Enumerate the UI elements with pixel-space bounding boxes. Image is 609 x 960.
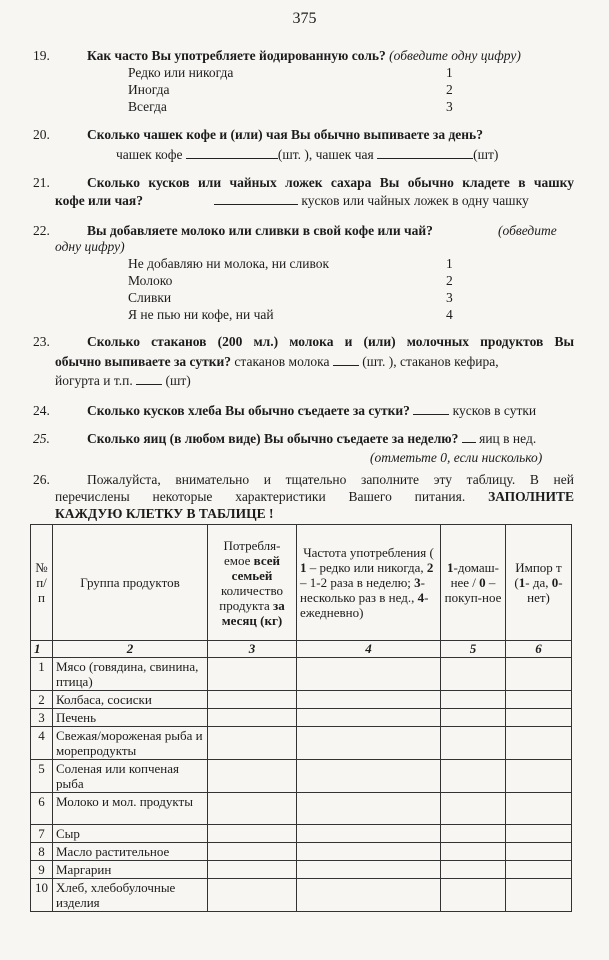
column-number: 4	[297, 641, 441, 658]
q19-hint: (обведите одну цифру)	[389, 48, 521, 63]
q21-text-line1: Сколько кусков или чайных ложек сахара Вы обычно кладете в чашку	[87, 175, 574, 190]
q22-option-label: Я не пью ни кофе, ни чай	[128, 307, 274, 322]
header-amount	[208, 525, 297, 641]
table-row	[31, 658, 572, 691]
import-cell[interactable]	[506, 861, 572, 879]
frequency-cell[interactable]	[297, 879, 441, 912]
header-group: Группа продуктов	[53, 525, 208, 641]
q23-kefir-blank[interactable]	[136, 372, 162, 385]
frequency-cell[interactable]	[297, 760, 441, 793]
q25-text: Сколько яиц (в любом виде) Вы обычно съедаете за неделю?	[87, 431, 459, 446]
q26-line1: Пожалуйста, внимательно и тщательно заполните эту таблицу. В ней	[87, 472, 574, 487]
header-frequency-part: Частота употребления (	[303, 545, 434, 560]
header-homemade	[441, 525, 506, 641]
amount-cell[interactable]	[208, 879, 297, 912]
row-number: 3	[31, 709, 53, 727]
header-frequency-bold: 2	[426, 560, 434, 575]
header-frequency-bold: 1	[300, 560, 307, 575]
table-header-row	[31, 525, 572, 641]
row-product-group: Колбаса, сосиски	[53, 691, 208, 709]
frequency-cell[interactable]	[297, 793, 441, 825]
frequency-cell[interactable]	[297, 825, 441, 843]
table-row	[31, 825, 572, 843]
import-cell[interactable]	[506, 825, 572, 843]
q21-text-line2: кофе или чая?	[55, 193, 143, 208]
q24-number: 24.	[33, 403, 50, 418]
import-cell[interactable]	[506, 793, 572, 825]
q23-milk-unit: (шт. ), стаканов кефира,	[362, 354, 499, 369]
homemade-cell[interactable]	[441, 793, 506, 825]
header-frequency-bold: 4	[417, 590, 425, 605]
q19-question	[87, 47, 521, 64]
q25-answer-label: яиц в нед.	[479, 431, 537, 446]
q20-number: 20.	[33, 127, 50, 142]
homemade-cell[interactable]	[441, 709, 506, 727]
header-frequency-title	[300, 545, 437, 560]
row-product-group: Мясо (говядина, свинина, птица)	[53, 658, 208, 691]
q19-option-code[interactable]: 1	[446, 65, 453, 80]
row-number: 7	[31, 825, 53, 843]
q20-text: Сколько чашек кофе и (или) чая Вы обычно выпиваете за день?	[87, 127, 483, 142]
header-amount-part: Потребля-емое	[223, 537, 281, 568]
header-number: № п/п	[31, 525, 53, 641]
q25-note: (отметьте 0, если нисколько)	[370, 450, 543, 465]
header-homemade-bold: 0	[479, 575, 486, 590]
header-import-part: - да,	[525, 575, 552, 590]
header-import-bold: 1	[518, 575, 526, 590]
header-amount-bold: всей семьей	[231, 552, 281, 583]
column-number: 2	[53, 641, 208, 658]
table-row	[31, 760, 572, 793]
page-number: 375	[292, 10, 317, 27]
homemade-cell[interactable]	[441, 879, 506, 912]
q22-option-label: Не добавляю ни молока, ни сливок	[128, 256, 330, 271]
row-product-group: Масло растительное	[53, 843, 208, 861]
q26-line3: КАЖДУЮ КЛЕТКУ В ТАБЛИЦЕ !	[55, 506, 274, 521]
header-homemade-bold: 1	[447, 560, 454, 575]
q22-number: 22.	[33, 223, 50, 238]
frequency-cell[interactable]	[297, 709, 441, 727]
import-cell[interactable]	[506, 709, 572, 727]
header-amount-part: количество продукта	[219, 582, 284, 613]
header-frequency	[297, 525, 441, 641]
row-product-group: Маргарин	[53, 861, 208, 879]
q23-kefir-label: йогурта и т.п.	[55, 373, 133, 388]
frequency-cell[interactable]	[297, 691, 441, 709]
q23-kefir-unit: (шт)	[165, 373, 191, 388]
q19-option-label: Иногда	[128, 82, 170, 97]
header-amount-bold: за месяц (кг)	[221, 597, 285, 628]
header-frequency-part: – 1-2 раза в неделю;	[300, 575, 415, 590]
amount-cell[interactable]	[208, 658, 297, 691]
q26-line2	[55, 488, 574, 505]
q19-option-label: Всегда	[128, 99, 167, 114]
header-import	[506, 525, 572, 641]
table-row	[31, 879, 572, 912]
frequency-cell[interactable]	[297, 861, 441, 879]
homemade-cell[interactable]	[441, 658, 506, 691]
q19-option-code[interactable]: 3	[446, 99, 453, 114]
table-row	[31, 709, 572, 727]
row-number: 6	[31, 793, 53, 825]
q25-blank[interactable]	[462, 430, 476, 443]
q21-blank[interactable]	[214, 192, 298, 205]
q23-milk-blank[interactable]	[333, 353, 359, 366]
table-row	[31, 727, 572, 760]
amount-cell[interactable]	[208, 727, 297, 760]
frequency-cell[interactable]	[297, 658, 441, 691]
q23-text-line1: Сколько стаканов (200 мл.) молока и (или) молочных продуктов Вы	[87, 334, 574, 349]
import-cell[interactable]	[506, 843, 572, 861]
q22-text: Вы добавляете молоко или сливки в свой кофе или чай?	[87, 223, 433, 238]
q20-tea-blank[interactable]	[377, 146, 473, 159]
q23-line2	[55, 353, 499, 370]
header-frequency-bold: 3	[414, 575, 421, 590]
import-cell[interactable]	[506, 691, 572, 709]
frequency-cell[interactable]	[297, 727, 441, 760]
row-number: 10	[31, 879, 53, 912]
q22-option-code[interactable]: 1	[446, 256, 453, 271]
q23-number: 23.	[33, 334, 50, 349]
table-row	[31, 861, 572, 879]
q22-option-code[interactable]: 3	[446, 290, 453, 305]
q24-line	[87, 402, 536, 419]
q19-text: Как часто Вы употребляете йодированную соль?	[87, 48, 386, 63]
amount-cell[interactable]	[208, 691, 297, 709]
column-number: 3	[208, 641, 297, 658]
import-cell[interactable]	[506, 879, 572, 912]
q21-number: 21.	[33, 175, 50, 190]
q24-blank[interactable]	[413, 402, 449, 415]
table-row	[31, 793, 572, 825]
q19-number: 19.	[33, 48, 50, 63]
homemade-cell[interactable]	[441, 825, 506, 843]
row-number: 8	[31, 843, 53, 861]
amount-cell[interactable]	[208, 793, 297, 825]
q19-option-label: Редко или никогда	[128, 65, 234, 80]
q21-answer	[214, 192, 529, 209]
row-number: 5	[31, 760, 53, 793]
q25-number: 25.	[33, 431, 50, 446]
q22-option-label: Сливки	[128, 290, 172, 305]
q24-text: Сколько кусков хлеба Вы обычно съедаете за сутки?	[87, 403, 410, 418]
header-homemade-part: -домаш-нее /	[450, 560, 499, 590]
q24-answer-label: кусков в сутки	[452, 403, 537, 418]
homemade-cell[interactable]	[441, 691, 506, 709]
table-row	[31, 691, 572, 709]
amount-cell[interactable]	[208, 760, 297, 793]
q20-coffee-label: чашек кофе	[116, 147, 183, 162]
q25-line	[87, 430, 536, 447]
q22-hint-line1: (обведите	[498, 223, 557, 238]
homemade-cell[interactable]	[441, 727, 506, 760]
homemade-cell[interactable]	[441, 861, 506, 879]
table-body	[31, 658, 572, 912]
q22-option-code[interactable]: 4	[446, 307, 453, 322]
column-number-row	[31, 641, 572, 658]
row-number: 4	[31, 727, 53, 760]
column-number: 5	[441, 641, 506, 658]
amount-cell[interactable]	[208, 825, 297, 843]
q23-text-line2: обычно выпиваете за сутки?	[55, 354, 232, 369]
row-number: 1	[31, 658, 53, 691]
homemade-cell[interactable]	[441, 760, 506, 793]
import-cell[interactable]	[506, 760, 572, 793]
q22-option-label: Молоко	[128, 273, 173, 288]
column-number: 6	[506, 641, 572, 658]
header-import-part: Импор т (	[514, 560, 562, 590]
q23-line3	[55, 372, 191, 389]
amount-cell[interactable]	[208, 861, 297, 879]
q20-coffee-unit: (шт. ),	[277, 147, 313, 162]
row-number: 2	[31, 691, 53, 709]
row-number: 9	[31, 861, 53, 879]
header-homemade-part: – покуп-ное	[444, 575, 502, 605]
import-cell[interactable]	[506, 727, 572, 760]
amount-cell[interactable]	[208, 709, 297, 727]
row-product-group: Сыр	[53, 825, 208, 843]
q21-answer-label: кусков или чайных ложек в одну чашку	[301, 193, 529, 208]
amount-cell[interactable]	[208, 843, 297, 861]
column-number: 1	[31, 641, 53, 658]
q20-coffee-blank[interactable]	[186, 146, 278, 159]
frequency-cell[interactable]	[297, 843, 441, 861]
row-product-group: Хлеб, хлебобулочные изделия	[53, 879, 208, 912]
header-frequency-part: -несколько раз в нед.,	[300, 575, 425, 605]
row-product-group: Соленая или копченая рыба	[53, 760, 208, 793]
import-cell[interactable]	[506, 658, 572, 691]
food-table	[30, 524, 572, 912]
row-product-group: Печень	[53, 709, 208, 727]
q22-option-code[interactable]: 2	[446, 273, 453, 288]
q26-number: 26.	[33, 472, 50, 487]
row-product-group: Молоко и мол. продукты	[53, 793, 208, 825]
q22-hint-line2: одну цифру)	[55, 239, 125, 254]
q19-option-code[interactable]: 2	[446, 82, 453, 97]
q26-line2-bold: ЗАПОЛНИТЕ	[488, 489, 574, 504]
header-import-part: -нет)	[527, 575, 563, 605]
q20-answer-line	[116, 146, 498, 163]
q20-tea-unit: (шт)	[473, 147, 499, 162]
q23-milk-label: стаканов молока	[234, 354, 330, 369]
header-frequency-part: -ежедневно)	[300, 590, 429, 620]
q20-tea-label: чашек чая	[315, 147, 374, 162]
table-row	[31, 843, 572, 861]
q26-line2-text: перечислены некоторые характеристики Вашего питания.	[55, 489, 466, 504]
header-frequency-part: – редко или никогда,	[306, 560, 427, 575]
row-product-group: Свежая/мороженая рыба и морепродукты	[53, 727, 208, 760]
header-import-bold: 0	[551, 575, 559, 590]
homemade-cell[interactable]	[441, 843, 506, 861]
